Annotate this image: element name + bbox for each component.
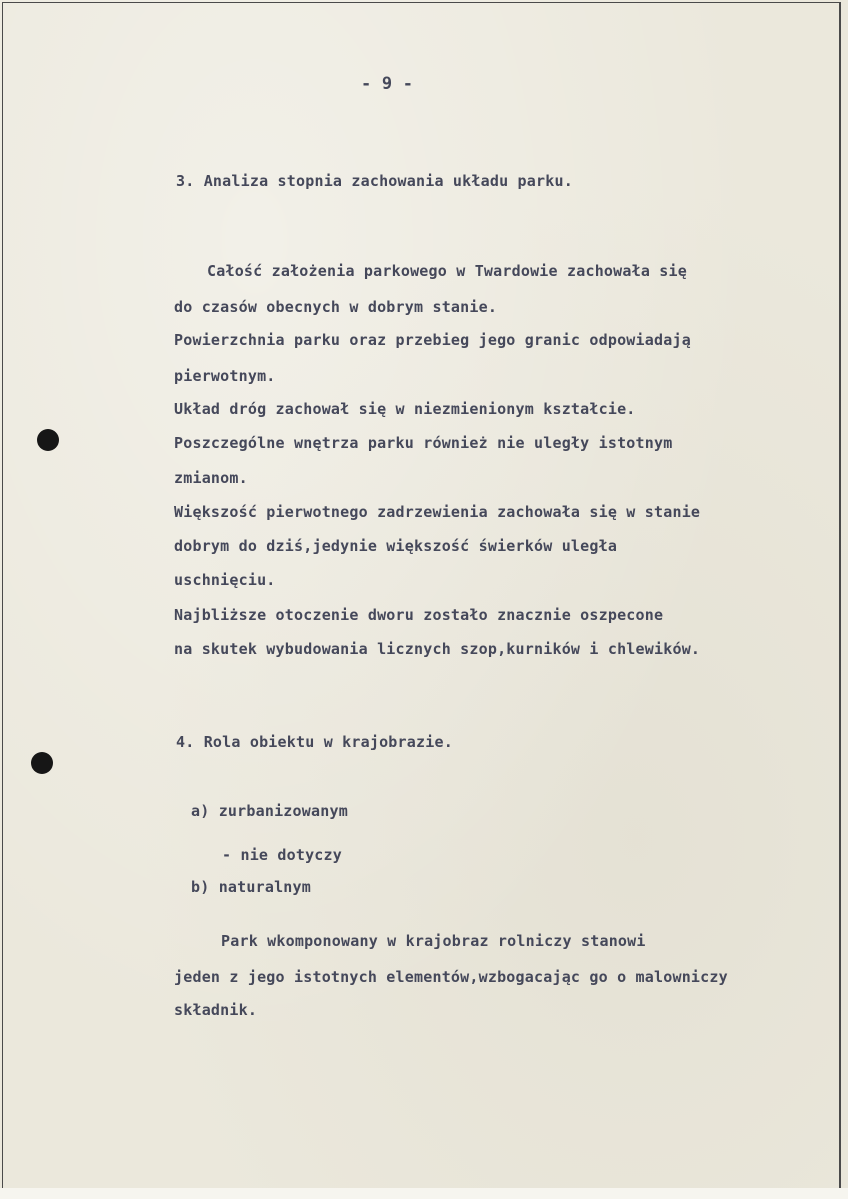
list-item-b: b) naturalnym bbox=[191, 878, 311, 896]
list-item-a-note: - nie dotyczy bbox=[222, 846, 342, 864]
page-margin-strip bbox=[0, 1188, 848, 1199]
section-3-heading: 3. Analiza stopnia zachowania układu parku. bbox=[176, 172, 573, 190]
section-3-line: Poszczególne wnętrza parku również nie uległy istotnym bbox=[174, 434, 673, 452]
section-3-line: do czasów obecnych w dobrym stanie. bbox=[174, 298, 498, 316]
section-4-line: Park wkomponowany w krajobraz rolniczy stanowi bbox=[221, 932, 646, 950]
section-3-line: na skutek wybudowania licznych szop,kurników i chlewików. bbox=[174, 640, 701, 658]
section-4-line: jeden z jego istotnych elementów,wzbogacając go o malowniczy bbox=[174, 968, 728, 986]
section-3-line: Powierzchnia parku oraz przebieg jego granic odpowiadają bbox=[174, 331, 691, 349]
page-number: - 9 - bbox=[361, 74, 414, 94]
section-3-line: Najbliższe otoczenie dworu zostało znacznie oszpecone bbox=[174, 606, 664, 624]
section-3-line: dobrym do dziś,jedynie większość świerków uległa bbox=[174, 537, 618, 555]
section-3-line: pierwotnym. bbox=[174, 367, 276, 385]
punch-hole-lower bbox=[31, 752, 53, 774]
section-4-line: składnik. bbox=[174, 1001, 258, 1019]
section-3-line: Układ dróg zachował się w niezmienionym kształcie. bbox=[174, 400, 636, 418]
section-3-line: Całość założenia parkowego w Twardowie zachowała się bbox=[207, 262, 687, 280]
section-3-line: zmianom. bbox=[174, 469, 248, 487]
section-4-heading: 4. Rola obiektu w krajobrazie. bbox=[176, 733, 453, 751]
list-item-a: a) zurbanizowanym bbox=[191, 802, 348, 820]
section-3-line: uschnięciu. bbox=[174, 571, 276, 589]
punch-hole-upper bbox=[37, 429, 59, 451]
section-3-line: Większość pierwotnego zadrzewienia zachowała się w stanie bbox=[174, 503, 701, 521]
